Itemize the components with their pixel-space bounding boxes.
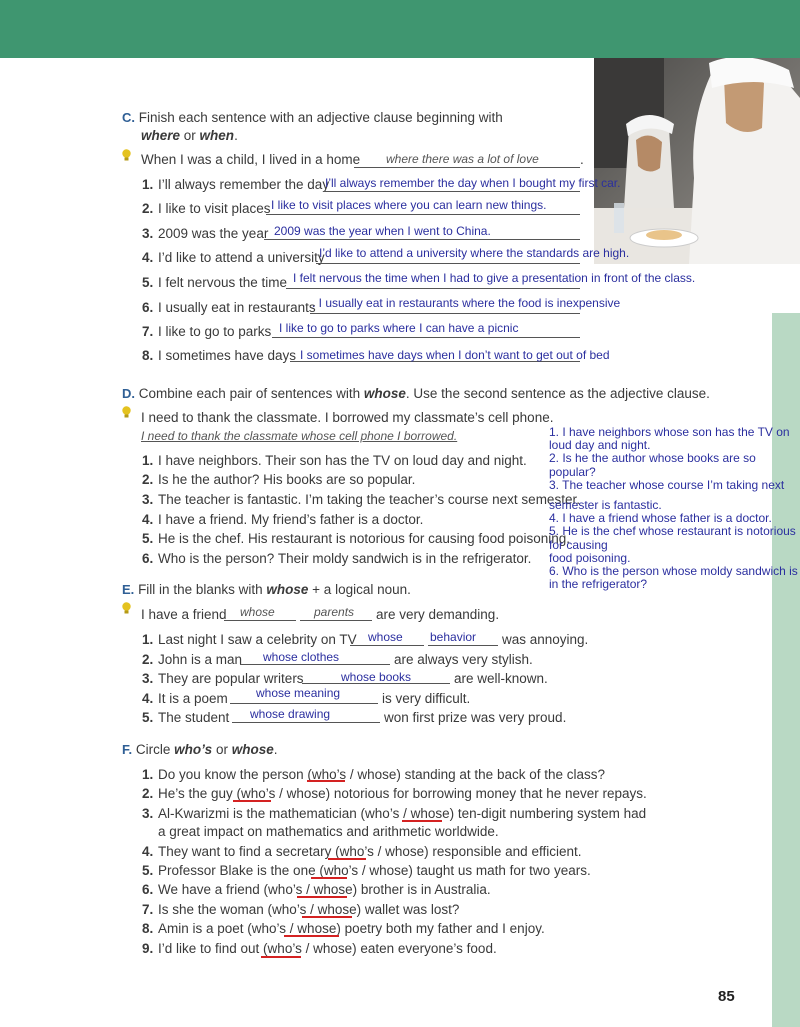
c-item-6 (142, 300, 316, 315)
item-number: 1. (142, 632, 154, 647)
d-answer-1: 1. I have neighbors whose son has the TV on loud day and night. (549, 425, 790, 453)
instruction-period: . (273, 742, 278, 757)
e-example-word1: whose (240, 605, 275, 619)
f-item-3 (142, 806, 646, 821)
item-prompt: John is a man (158, 652, 243, 667)
item-prompt: I like to go to parks (158, 324, 272, 339)
e-item-4-end: is very difficult. (382, 691, 471, 706)
item-number: 3. (142, 806, 154, 821)
header-band (0, 0, 800, 58)
d-item-5 (142, 531, 570, 546)
f-item-8 (142, 921, 545, 936)
f-choice-mark-5[interactable] (311, 877, 347, 879)
lightbulb-icon (121, 406, 132, 418)
e-item-1-end: was annoying. (502, 632, 589, 647)
c-item-4 (142, 250, 325, 265)
item-text: I have neighbors. Their son has the TV on loud day and night. (158, 453, 527, 468)
c-answer-8[interactable]: I sometimes have days when I don’t want to get out of bed (300, 348, 610, 362)
item-number: 2. (142, 652, 154, 667)
c-answer-4[interactable]: I’d like to attend a university where the standards are high. (319, 246, 630, 260)
item-number: 6. (142, 300, 154, 315)
page-number: 85 (718, 988, 735, 1005)
lightbulb-icon (121, 149, 132, 161)
c-item-5 (142, 275, 287, 290)
word-whose: whose (363, 386, 406, 401)
e-item-3 (142, 671, 304, 686)
e-example-word2: parents (314, 605, 355, 619)
item-number: 8. (142, 348, 154, 363)
f-choice-mark-1[interactable] (307, 780, 345, 782)
c-example-line (354, 167, 580, 168)
side-tab (772, 313, 800, 1027)
section-f-instruction (122, 742, 277, 757)
word-whose: whose (266, 582, 309, 597)
f-item-7 (142, 902, 459, 917)
item-prompt: I’ll always remember the day (158, 177, 330, 192)
c-answer-5[interactable]: I felt nervous the time when I had to give a presentation in front of the class. (293, 271, 696, 285)
item-prompt: 2009 was the year (158, 226, 269, 241)
e-item-3-end: are well-known. (454, 671, 548, 686)
e-answer-line-1b (428, 645, 498, 646)
item-prompt: I like to visit places (158, 201, 271, 216)
item-number: 1. (142, 453, 154, 468)
word-whos: who’s (174, 742, 213, 757)
c-example-answer: where there was a lot of love (386, 152, 539, 166)
item-number: 4. (142, 512, 154, 527)
c-answer-line-5 (286, 288, 580, 289)
c-answer-line-1 (323, 191, 580, 192)
item-prompt: I usually eat in restaurants (158, 300, 316, 315)
c-answer-2[interactable]: I like to visit places where you can learn new things. (271, 198, 547, 212)
d-item-6 (142, 551, 531, 566)
e-item-5 (142, 710, 229, 725)
f-item-3-cont: a great impact on mathematics and arithmetic worldwide. (158, 824, 499, 839)
item-number: 1. (142, 177, 154, 192)
item-number: 4. (142, 691, 154, 706)
d-answer-4: 4. I have a friend whose father is a doctor. (549, 511, 772, 526)
section-f-instruction-text: Circle (135, 742, 171, 757)
item-number: 9. (142, 941, 154, 956)
item-number: 6. (142, 551, 154, 566)
item-text: He’s the guy (who’s / whose) notorious for borrowing money that he never repays. (158, 786, 647, 801)
item-number: 3. (142, 492, 154, 507)
d-answer-3: 3. The teacher whose course I’m taking next (549, 477, 785, 492)
lightbulb-icon (121, 602, 132, 614)
photo-men-in-restaurant (594, 58, 800, 264)
item-prompt: Last night I saw a celebrity on TV (158, 632, 357, 647)
f-choice-mark-3[interactable] (402, 820, 442, 822)
c-answer-line-4 (316, 263, 580, 264)
section-d-instruction (122, 386, 710, 401)
section-d-instruction-text: Combine each pair of sentences with (138, 386, 361, 401)
item-number: 7. (142, 324, 154, 339)
e-example-end: are very demanding. (376, 607, 500, 622)
item-number: 1. (142, 767, 154, 782)
instruction-period: . (234, 128, 238, 143)
c-example-prompt: When I was a child, I lived in a home (141, 152, 361, 167)
e-example-prompt: I have a friend (141, 607, 227, 622)
c-answer-line-6 (310, 313, 580, 314)
item-text: I’d like to find out (who’s / whose) eaten everyone’s food. (158, 941, 497, 956)
item-prompt: I’d like to attend a university (158, 250, 325, 265)
item-prompt: I felt nervous the time (158, 275, 288, 290)
item-text: Do you know the person (who’s / whose) standing at the back of the class? (158, 767, 606, 782)
item-prompt: They are popular writers (158, 671, 304, 686)
item-prompt: It is a poem (158, 691, 228, 706)
e-example-line-1 (224, 620, 296, 621)
item-number: 3. (142, 226, 154, 241)
e-answer-5[interactable]: whose drawing (250, 707, 331, 721)
item-number: 5. (142, 710, 154, 725)
word-or: or (212, 742, 232, 757)
d-answer-5-cont: food poisoning. (549, 550, 631, 565)
f-item-6 (142, 882, 491, 897)
section-e-instruction (122, 582, 411, 597)
d-example-prompt: I need to thank the classmate. I borrowed my classmate’s cell phone. (141, 410, 554, 425)
c-example-end: . (580, 152, 584, 167)
c-item-3 (142, 226, 268, 241)
item-number: 4. (142, 844, 154, 859)
item-text: He is the chef. His restaurant is notorious for causing food poisoning. (158, 531, 570, 546)
f-item-4 (142, 844, 581, 859)
d-item-4 (142, 512, 423, 527)
e-answer-line-2 (240, 664, 390, 665)
item-number: 2. (142, 472, 154, 487)
item-text: We have a friend (who’s / whose) brother is in Australia. (158, 882, 491, 897)
section-d-instruction-text-2: . Use the second sentence as the adjective clause. (405, 386, 710, 401)
item-number: 2. (142, 201, 154, 216)
item-number: 5. (142, 863, 154, 878)
d-answer-6: 6. Who is the person whose moldy sandwich is in the refrigerator? (549, 564, 798, 592)
item-text: I have a friend. My friend’s father is a doctor. (158, 512, 424, 527)
d-handwritten-answers[interactable] (549, 426, 800, 591)
f-choice-mark-9[interactable] (261, 956, 301, 958)
f-choice-mark-8[interactable] (284, 935, 339, 937)
c-item-2 (142, 201, 271, 216)
item-text: Professor Blake is the one (who’s / whose) taught us math for two years. (158, 863, 591, 878)
c-item-1 (142, 177, 329, 192)
f-choice-mark-4[interactable] (328, 858, 366, 860)
section-e-instruction-text-2: + a logical noun. (312, 582, 411, 597)
e-item-5-end: won first prize was very proud. (384, 710, 567, 725)
e-answer-line-5 (232, 722, 380, 723)
section-e-instruction-text: Fill in the blanks with (138, 582, 263, 597)
item-number: 3. (142, 671, 154, 686)
f-choice-mark-2[interactable] (233, 800, 271, 802)
e-item-4 (142, 691, 228, 706)
f-choice-mark-6[interactable] (297, 896, 347, 898)
c-answer-3[interactable]: 2009 was the year when I went to China. (274, 224, 491, 238)
item-number: 6. (142, 882, 154, 897)
section-c-instruction (122, 110, 503, 125)
c-answer-7[interactable]: I like to go to parks where I can have a picnic (279, 321, 519, 335)
e-item-1 (142, 632, 357, 647)
f-item-2 (142, 786, 647, 801)
e-answer-line-4 (230, 703, 378, 704)
item-number: 5. (142, 531, 154, 546)
c-answer-line-2 (266, 214, 580, 215)
e-answer-3[interactable]: whose books (341, 670, 412, 684)
f-item-5 (142, 863, 591, 878)
f-choice-mark-7[interactable] (302, 916, 352, 918)
item-prompt: I sometimes have days (158, 348, 297, 363)
d-item-2 (142, 472, 415, 487)
e-item-2 (142, 652, 242, 667)
c-answer-line-7 (272, 337, 580, 338)
f-item-9 (142, 941, 497, 956)
f-item-1 (142, 767, 605, 782)
item-text: Al-Kwarizmi is the mathematician (who’s / whose) ten-digit numbering system had (158, 806, 647, 821)
e-answer-1b[interactable]: behavior (430, 630, 477, 644)
item-number: 2. (142, 786, 154, 801)
item-text: Who is the person? Their moldy sandwich is in the refrigerator. (158, 551, 532, 566)
section-c-instruction-text: Finish each sentence with an adjective clause beginning with (138, 110, 503, 125)
e-item-2-end: are always very stylish. (394, 652, 533, 667)
d-answer-3-cont: semester is fantastic. (549, 498, 662, 513)
word-or: or (180, 128, 200, 143)
item-number: 7. (142, 902, 154, 917)
item-number: 4. (142, 250, 154, 265)
d-example-answer: I need to thank the classmate whose cell phone I borrowed. (141, 429, 458, 443)
section-f-letter: F. (122, 742, 133, 757)
d-item-3 (142, 492, 580, 507)
e-answer-line-1a (350, 645, 424, 646)
item-text: The teacher is fantastic. I’m taking the teacher’s course next semester. (158, 492, 580, 507)
item-text: Is he the author? His books are so popular. (158, 472, 416, 487)
section-d-letter: D. (122, 386, 135, 401)
item-number: 5. (142, 275, 154, 290)
c-answer-1[interactable]: I’ll always remember the day when I bought my first car. (325, 176, 621, 190)
section-e-letter: E. (122, 582, 135, 597)
c-answer-line-3 (264, 239, 580, 240)
e-example-line-2 (300, 620, 372, 621)
d-item-1 (142, 453, 527, 468)
word-whose: whose (231, 742, 274, 757)
e-answer-4[interactable]: whose meaning (256, 686, 341, 700)
item-prompt: The student (158, 710, 230, 725)
item-number: 8. (142, 921, 154, 936)
e-answer-2[interactable]: whose clothes (263, 650, 340, 664)
section-c-instruction-line2 (141, 128, 238, 143)
d-answer-5: 5. He is the chef whose restaurant is notorious for causing (549, 524, 796, 552)
word-when: when (199, 128, 235, 143)
c-item-8 (142, 348, 296, 363)
c-item-7 (142, 324, 271, 339)
word-where: where (141, 128, 181, 143)
d-answer-2: 2. Is he the author whose books are so popular? (549, 451, 756, 479)
item-text: They want to find a secretary (who’s / whose) responsible and efficient. (158, 844, 582, 859)
section-c-letter: C. (122, 110, 135, 125)
c-answer-6[interactable]: . I usually eat in restaurants where the food is inexpensive (312, 296, 621, 310)
item-text: Is she the woman (who’s / whose) wallet was lost? (158, 902, 460, 917)
e-answer-1a[interactable]: whose (368, 630, 403, 644)
item-text: Amin is a poet (who’s / whose) poetry both my father and I enjoy. (158, 921, 545, 936)
